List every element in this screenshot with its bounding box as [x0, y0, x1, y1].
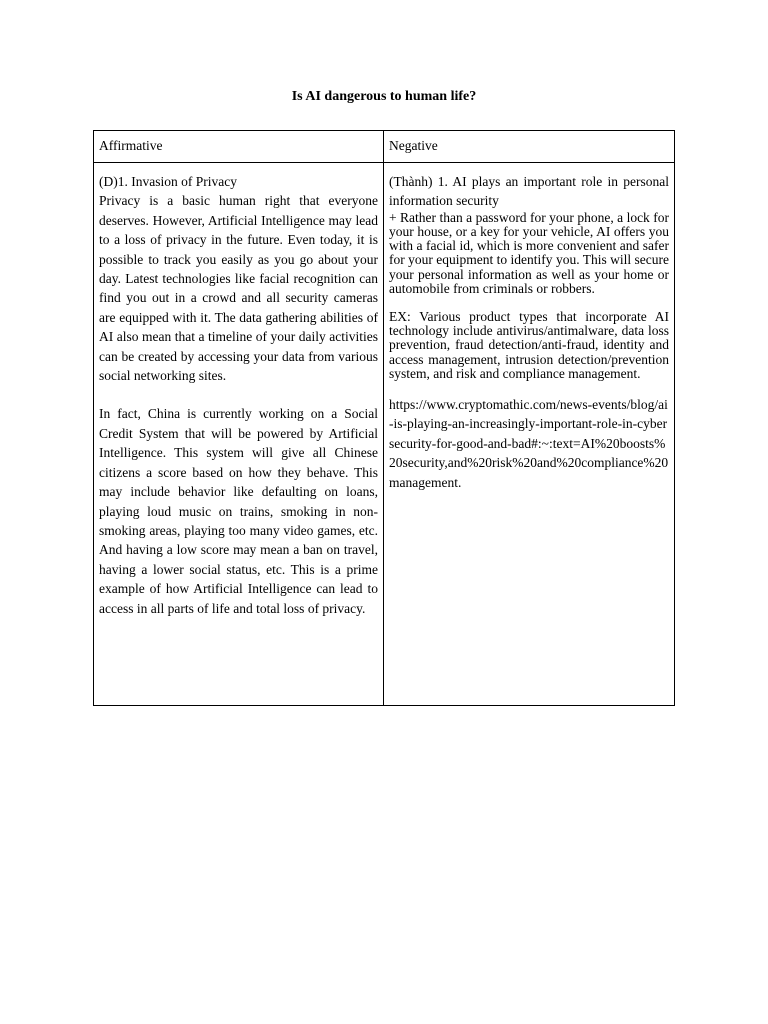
affirmative-paragraph-2: In fact, China is currently working on a Social Credit System that will be powered by Artificial Intelligence. This system will give all Chinese citizens a score based on how they behave. This may include behavior like defaulting on loans, playing loud music on trains, smoking in non-smoking areas, playing too many video games, etc. And having a low score may mean a ban on travel, having a lower social status, etc. This is a prime example of how Artificial Intelligence can lead to access in all parts of life and total loss of privacy.	[99, 406, 378, 616]
negative-paragraph-1: + Rather than a password for your phone, a lock for your house, or a key for your vehicle, AI offers you with a facial id, which is more convenient and safer for your equipment to identify you. This will secure your personal information as well as your home or automobile from criminals or robbers.	[389, 209, 669, 296]
affirmative-cell	[94, 163, 384, 706]
negative-header: Negative	[384, 131, 675, 163]
debate-table	[93, 130, 675, 706]
content-row	[94, 163, 675, 706]
negative-heading: (Thành) 1. AI plays an important role in personal information security	[389, 174, 669, 209]
affirmative-paragraph-1: Privacy is a basic human right that everyone deserves. However, Artificial Intelligence may lead to a loss of privacy in the future. Even today, it is possible to track you easily as you go about your day. Latest technologies like facial recognition can find you out in a crowd and all security cameras are equipped with it. The data gathering abilities of AI also mean that a timeline of your daily activities can be created by accessing your data from various social networking sites.	[99, 193, 378, 384]
negative-cell	[384, 163, 675, 706]
negative-source-link[interactable]: https://www.cryptomathic.com/news-events/blog/ai-is-playing-an-increasingly-important-role-in-cybersecurity-for-good-and-bad#:~:text=AI%20boosts%20security,and%20risk%20and%20compliance%20management.	[389, 397, 669, 490]
affirmative-header: Affirmative	[94, 131, 384, 163]
header-row	[94, 131, 675, 163]
negative-example: EX: Various product types that incorporate AI technology include antivirus/antimalware, data loss prevention, fraud detection/anti-fraud, identity and access management, intrusion detection/prevention system, and risk and compliance management.	[389, 309, 669, 381]
affirmative-heading: (D)1. Invasion of Privacy	[99, 174, 237, 189]
document-title: Is AI dangerous to human life?	[291, 89, 477, 104]
